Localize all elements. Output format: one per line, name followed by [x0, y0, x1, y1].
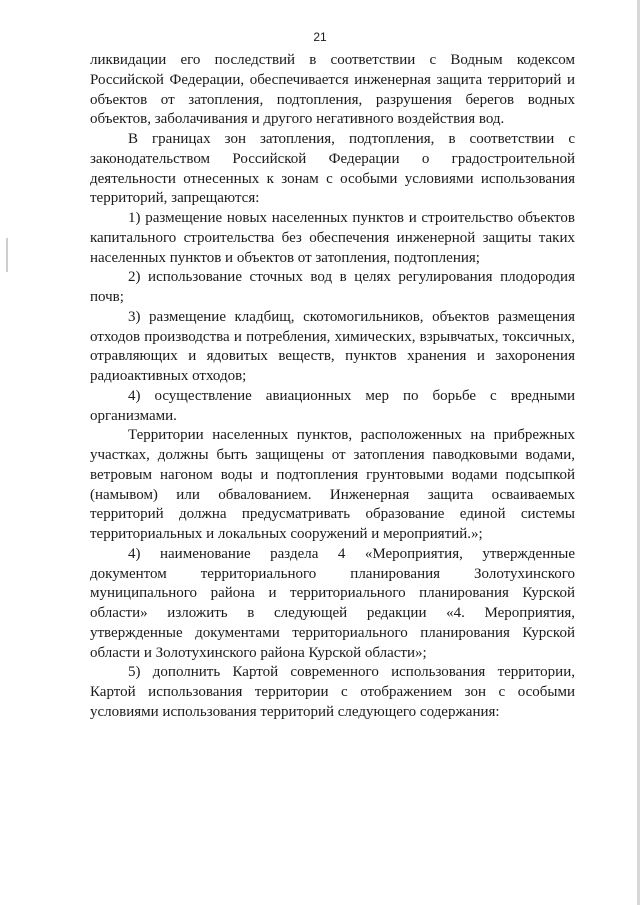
- list-item-1: 1) размещение новых населенных пунктов и строительство объектов капитального строительства без обеспечения инженерной защиты таких населенных пунктов и объектов от затопления, подтопления;: [90, 210, 575, 266]
- list-item-3: 3) размещение кладбищ, скотомогильников, объектов размещения отходов производства и потребления, химических, взрывчатых, токсичных, отравляющих и ядовитых веществ, пунктов хранения и захоронения радиоактивных отходов;: [90, 308, 575, 384]
- amendment-4: 4) наименование раздела 4 «Мероприятия, утвержденные документом территориального планирования Золотухинского муниципального района и территориального планирования Курской области» изложить в следующей редакции «4. Мероприятия, утвержденные документами территориального планирования Курской области и Золотухинского района Курской области»;: [90, 545, 575, 661]
- page-number: 21: [313, 30, 327, 44]
- list-item-4: 4) осуществление авиационных мер по борьбе с вредными организмами.: [90, 387, 575, 424]
- paragraph-territories: Территории населенных пунктов, расположенных на прибрежных участках, должны быть защищены от затопления паводковыми водами, ветровым нагоном воды и подтопления грунтовыми водами подсыпкой (намывом) или обвалованием. Инженерная защита осваиваемых территорий должна предусматривать образование единой системы территориальных и локальных сооружений и мероприятий.»;: [90, 427, 575, 542]
- list-item-2: 2) использование сточных вод в целях регулирования плодородия почв;: [90, 269, 575, 305]
- paragraph-1: ликвидации его последствий в соответствии с Водным кодексом Российской Федерации, обеспечивается инженерная защита территорий и объектов от затопления, подтопления, разрушения берегов водных объектов, заболачивания и другого негативного воздействия вод.: [90, 52, 575, 128]
- paragraph-2: В границах зон затопления, подтопления, в соответствии с законодательством Российской Федерации о градостроительной деятельности отнесенных к зонам с особыми условиями использования территорий, запрещаются:: [90, 131, 575, 207]
- scan-mark: [6, 238, 8, 272]
- document-body: [90, 51, 575, 723]
- amendment-5: 5) дополнить Картой современного использования территории, Картой использования территории с отображением зон с особыми условиями использования территорий следующего содержания:: [90, 664, 575, 720]
